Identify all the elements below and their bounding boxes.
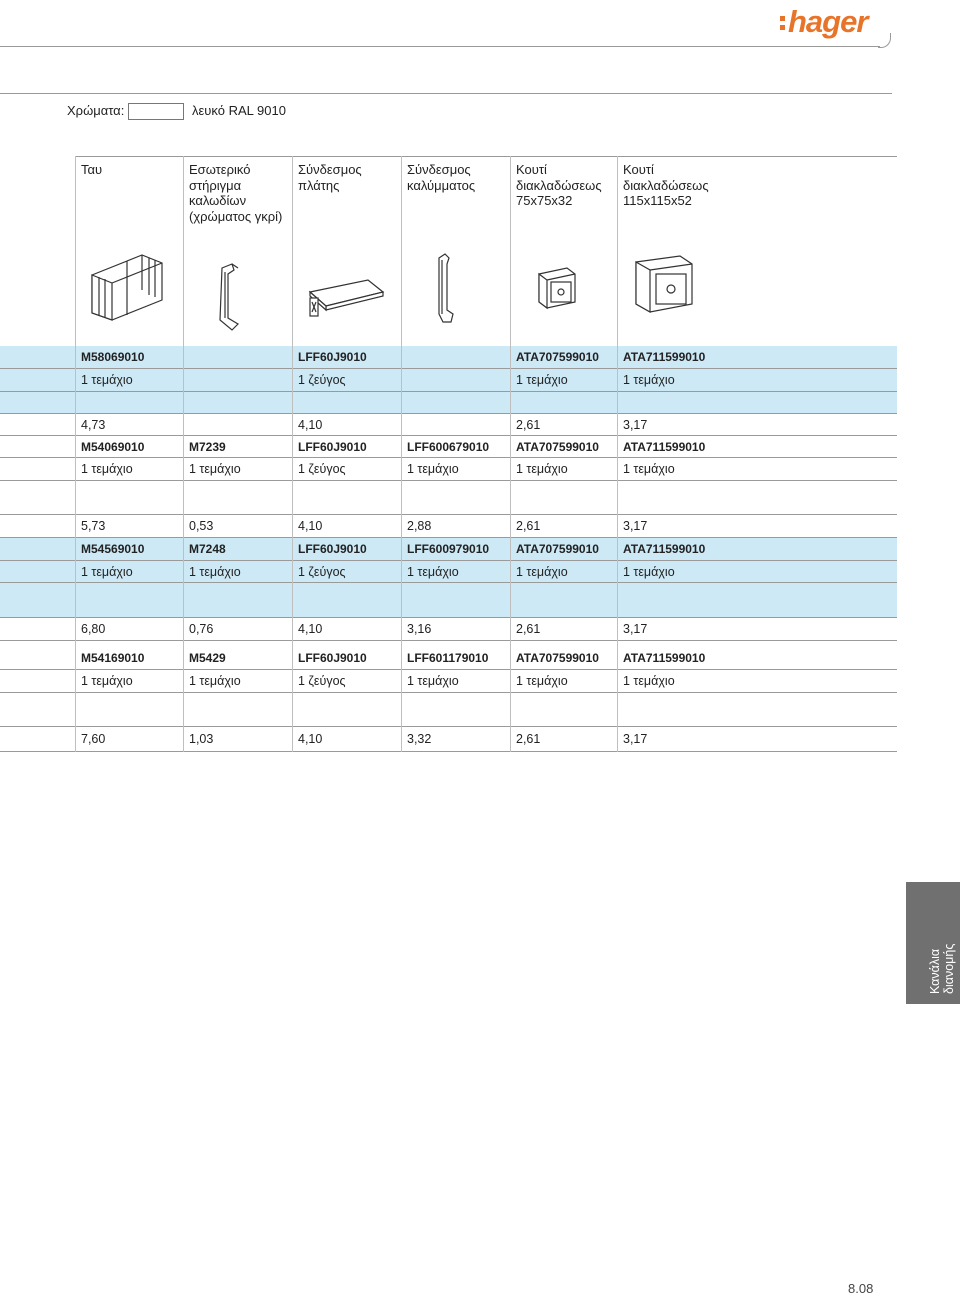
- column-header-line: καλωδίων: [189, 193, 247, 208]
- price: 4,73: [81, 417, 106, 432]
- quantity: 1 τεμάχιο: [81, 373, 133, 387]
- product-code: ATA707599010: [516, 651, 599, 665]
- quantity: 1 τεμάχιο: [516, 462, 568, 476]
- side-tab-line2: διανομής: [942, 943, 956, 994]
- price: 4,10: [298, 519, 323, 533]
- product-code: M54569010: [81, 542, 145, 556]
- quantity: 1 τεμάχιο: [516, 373, 568, 387]
- price: 0,76: [189, 622, 214, 636]
- price: 7,60: [81, 732, 106, 746]
- quantity: 1 τεμάχιο: [189, 674, 241, 688]
- table-top-rule: [75, 156, 897, 157]
- table-row: [0, 693, 897, 727]
- column-header-line: (χρώματος γκρί): [189, 208, 283, 224]
- price: 5,73: [81, 519, 106, 533]
- price: 2,61: [516, 519, 541, 533]
- quantity: 1 τεμάχιο: [407, 564, 459, 579]
- table-left-divider: [75, 156, 76, 752]
- section-side-tab[interactable]: [906, 882, 960, 1004]
- product-code: LFF60J9010: [298, 439, 367, 454]
- junction-box-large-icon: [630, 250, 700, 325]
- column-header-line: διακλαδώσεως: [623, 177, 709, 193]
- price: [401, 414, 510, 435]
- product-code: LFF60J9010: [298, 350, 367, 364]
- product-code: M7248: [189, 542, 226, 556]
- column-header-line: Κουτί: [623, 162, 654, 177]
- price: 4,10: [298, 622, 323, 636]
- column-header: [183, 162, 282, 224]
- quantity: 1 τεμάχιο: [516, 674, 568, 688]
- product-code: [401, 346, 510, 368]
- product-code: M58069010: [81, 350, 145, 364]
- quantity: 1 τεμάχιο: [516, 564, 568, 579]
- side-tab-line1: Κανάλια: [928, 948, 942, 994]
- price: 2,61: [516, 622, 541, 636]
- column-header-line: Εσωτερικό: [189, 162, 251, 177]
- price: 2,88: [407, 519, 432, 533]
- column-divider: [401, 346, 402, 752]
- price: 4,10: [298, 732, 323, 746]
- quantity: 1 τεμάχιο: [407, 674, 459, 688]
- quantity: 1 ζεύγος: [298, 373, 346, 387]
- product-code: M7239: [189, 439, 226, 454]
- junction-box-small-icon: [533, 262, 583, 317]
- table-row: [0, 727, 897, 752]
- column-header-line: στήριγμα: [189, 177, 242, 193]
- quantity: 1 τεμάχιο: [81, 564, 133, 579]
- table-row: [0, 583, 897, 618]
- cover-connector-icon: [425, 250, 465, 335]
- tee-icon: [87, 245, 167, 330]
- colors-label: Χρώματα:: [67, 103, 125, 118]
- column-header-line: διακλαδώσεως: [516, 177, 602, 193]
- product-code: [183, 346, 292, 368]
- quantity: 1 τεμάχιο: [189, 462, 241, 476]
- table-row: [0, 515, 897, 538]
- product-code: ATA711599010: [623, 542, 706, 556]
- quantity: 1 τεμάχιο: [189, 564, 241, 579]
- column-header-line: πλάτης: [298, 177, 340, 193]
- price: 3,17: [623, 732, 648, 746]
- page-number: 8.08: [848, 1281, 874, 1296]
- column-header-line: 115x115x52: [623, 193, 692, 208]
- column-header: [401, 162, 475, 193]
- product-code: M5429: [189, 651, 226, 665]
- table-row: [0, 647, 897, 670]
- column-header: [617, 162, 709, 209]
- price: [183, 414, 292, 435]
- table-row: [0, 369, 897, 392]
- product-code: ATA711599010: [623, 350, 706, 364]
- quantity: [401, 369, 510, 391]
- quantity: 1 τεμάχιο: [623, 462, 675, 476]
- column-divider: [617, 346, 618, 752]
- column-header-line: 75x75x32: [516, 193, 573, 208]
- price: 1,03: [189, 732, 214, 746]
- column-header-line: καλύμματος: [407, 177, 476, 193]
- product-code: M54169010: [81, 651, 145, 665]
- quantity: 1 τεμάχιο: [623, 564, 675, 579]
- back-connector-icon: [298, 270, 388, 335]
- table-row: [0, 618, 897, 641]
- price: 3,17: [623, 417, 648, 432]
- product-code: M54069010: [81, 439, 145, 454]
- product-code: ATA711599010: [623, 651, 706, 665]
- column-header-line: Σύνδεσμος: [407, 162, 471, 177]
- price: 2,61: [516, 732, 541, 746]
- logo-text: hager: [788, 4, 868, 39]
- product-code: ATA711599010: [623, 439, 706, 454]
- table-row: [0, 538, 897, 561]
- product-code: LFF600979010: [407, 542, 490, 556]
- column-header: [75, 162, 102, 178]
- column-header: [510, 162, 602, 209]
- product-code: LFF60J9010: [298, 542, 367, 556]
- table-row: [0, 561, 897, 583]
- quantity: 1 ζεύγος: [298, 674, 346, 688]
- table-row: [0, 481, 897, 515]
- column-divider: [510, 346, 511, 752]
- colors-value: λευκό RAL 9010: [192, 103, 286, 118]
- price: 3,32: [407, 732, 432, 746]
- column-header: [292, 162, 362, 193]
- quantity: 1 τεμάχιο: [623, 674, 675, 688]
- product-code: ATA707599010: [516, 542, 599, 556]
- quantity: 1 τεμάχιο: [81, 462, 133, 476]
- price: 6,80: [81, 622, 106, 636]
- product-code: LFF60J9010: [298, 651, 367, 665]
- column-header-line: Ταυ: [81, 162, 103, 177]
- product-code: LFF601179010: [407, 651, 489, 665]
- column-divider: [183, 346, 184, 752]
- product-code: ATA707599010: [516, 350, 599, 364]
- table-row: [0, 392, 897, 414]
- price: 3,17: [623, 519, 648, 533]
- price: 3,16: [407, 622, 432, 636]
- quantity: 1 ζεύγος: [298, 564, 346, 579]
- side-tab-label: [928, 884, 956, 994]
- price: 4,10: [298, 417, 323, 432]
- table-row: [0, 670, 897, 693]
- column-header-line: Σύνδεσμος: [298, 162, 362, 177]
- cable-support-icon: [210, 258, 250, 343]
- quantity: 1 τεμάχιο: [81, 674, 133, 688]
- price: 3,17: [623, 622, 648, 636]
- column-divider: [292, 346, 293, 752]
- quantity: 1 τεμάχιο: [407, 462, 459, 476]
- quantity: 1 τεμάχιο: [623, 373, 675, 387]
- table-row: [0, 458, 897, 481]
- quantity: [183, 369, 292, 391]
- product-code: LFF600679010: [407, 439, 490, 454]
- product-code: ATA707599010: [516, 439, 599, 454]
- quantity: 1 ζεύγος: [298, 462, 346, 476]
- table-row: [0, 436, 897, 458]
- price: 0,53: [189, 519, 214, 533]
- table-row: [0, 414, 897, 436]
- column-header-line: Κουτί: [516, 162, 547, 177]
- table-row: [0, 346, 897, 369]
- price: 2,61: [516, 417, 541, 432]
